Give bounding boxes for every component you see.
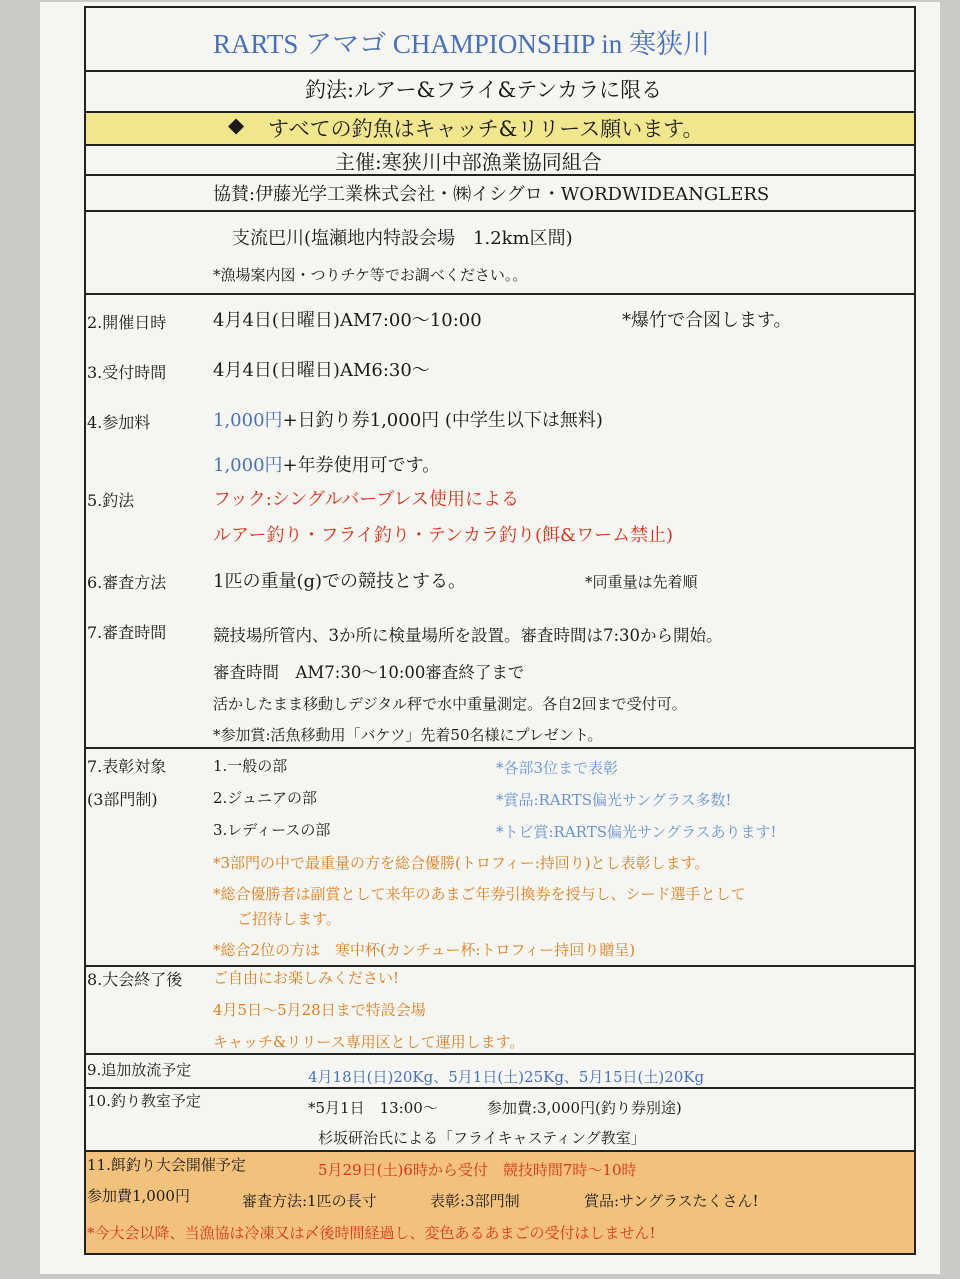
sponsors: 協賛:伊藤光学工業株式会社・㈱イシグロ・WORDWIDEANGLERS — [213, 184, 770, 205]
method-label: 5.釣法 — [87, 491, 135, 510]
fee-amount-2: 1,000円 — [213, 455, 283, 476]
reception-label: 3.受付時間 — [87, 363, 167, 382]
overall-note-1: *3部門の中で最重量の方を総合優勝(トロフィー:持回り)とし表彰します。 — [213, 854, 710, 872]
judging-method-note: *同重量は先着順 — [585, 573, 698, 591]
bait-event-warning: *今大会以降、当漁協は冷凍又は〆後時間経過し、変色あるあまごの受付はしません! — [87, 1224, 656, 1242]
rule — [84, 293, 916, 295]
judging-time-line-4: *参加賞:活魚移動用「バケツ」先着50名様にプレゼント。 — [213, 726, 603, 744]
school-date: *5月1日 13:00〜 — [308, 1099, 438, 1117]
rule — [84, 747, 916, 749]
judging-time-line-3: 活かしたまま移動しデジタル秤で水中重量測定。各自2回まで受付可。 — [213, 695, 687, 713]
after-event-label: 8.大会終了後 — [87, 970, 183, 989]
overall-note-2b: ご招待します。 — [237, 910, 341, 928]
bait-event-awards: 表彰:3部門制 — [430, 1192, 520, 1210]
division-ladies: 3.レディースの部 — [213, 821, 331, 839]
prize-note-2: *賞品:RARTS偏光サングラス多数! — [496, 791, 732, 809]
date-note: *爆竹で合図します。 — [622, 310, 792, 331]
judging-time-label: 7.審査時間 — [87, 623, 167, 642]
catch-release-notice: すべての釣魚はキャッチ&リリース願います。 — [268, 117, 704, 141]
division-general: 1.一般の部 — [213, 757, 288, 775]
fee-rest-1: +日釣り券1,000円 (中学生以下は無料) — [282, 410, 603, 431]
rule — [84, 1087, 916, 1089]
venue-name: 支流巴川(塩瀬地内特設会場 1.2km区間) — [232, 228, 573, 249]
overall-note-3: *総合2位の方は 寒中杯(カンチュー杯:トロフィー持回り贈呈) — [213, 941, 636, 959]
after-event-line-2: 4月5日〜5月28日まで特設会場 — [213, 1001, 426, 1019]
bait-event-judging: 審査方法:1匹の長寸 — [242, 1192, 377, 1210]
diamond-bullet: ◆ — [228, 113, 245, 137]
awards-sublabel: (3部門制) — [87, 790, 158, 809]
judging-time-line-1: 競技場所管内、3か所に検量場所を設置。審査時間は7:30から開始。 — [213, 626, 723, 645]
rule — [84, 70, 916, 72]
stocking-value: 4月18日(日)20Kg、5月1日(土)25Kg、5月15日(土)20Kg — [308, 1068, 705, 1086]
method-header: 釣法:ルアー&フライ&テンカラに限る — [305, 78, 663, 102]
rule — [84, 1150, 916, 1152]
date-value: 4月4日(日曜日)AM7:00〜10:00 — [213, 310, 482, 331]
venue-note: *漁場案内図・つりチケ等でお調べください。。 — [213, 266, 528, 284]
fee-line-1 — [213, 406, 603, 432]
judging-method-label: 6.審査方法 — [87, 573, 167, 592]
school-fee: 参加費:3,000円(釣り券別途) — [487, 1099, 682, 1117]
organizer: 主催:寒狭川中部漁業協同組合 — [335, 150, 602, 174]
bait-event-fee: 参加費1,000円 — [87, 1187, 190, 1205]
prize-note-1: *各部3位まで表彰 — [496, 759, 619, 777]
fee-label: 4.参加料 — [87, 413, 151, 432]
stocking-label: 9.追加放流予定 — [87, 1061, 192, 1079]
school-instructor: 杉坂研治氏による「フライキャスティング教室」 — [318, 1129, 646, 1147]
reception-value: 4月4日(日曜日)AM6:30〜 — [213, 360, 430, 381]
date-label: 2.開催日時 — [87, 313, 167, 332]
bait-event-schedule: 5月29日(土)6時から受付 競技時間7時〜10時 — [318, 1161, 637, 1179]
page-title: RARTS アマゴ CHAMPIONSHIP in 寒狭川 — [213, 29, 710, 59]
after-event-line-1: ご自由にお楽しみください! — [213, 969, 400, 987]
prize-note-3: *トビ賞:RARTS偏光サングラスあります! — [496, 823, 777, 841]
judging-method-value: 1匹の重量(g)での競技とする。 — [213, 571, 467, 592]
overall-note-2: *総合優勝者は副賞として来年のあまご年券引換券を授与し、シード選手として — [213, 885, 746, 903]
division-junior: 2.ジュニアの部 — [213, 789, 318, 807]
fee-amount-1: 1,000円 — [213, 410, 283, 431]
rule — [84, 210, 916, 212]
fee-rest-2: +年券使用可です。 — [282, 455, 441, 476]
fee-line-2 — [213, 451, 440, 477]
school-label: 10.釣り教室予定 — [87, 1092, 201, 1110]
awards-label: 7.表彰対象 — [87, 757, 167, 776]
method-line-1: フック:シングルバーブレス使用による — [213, 489, 520, 510]
bait-event-prize: 賞品:サングラスたくさん! — [584, 1192, 759, 1210]
after-event-line-3: キャッチ&リリース専用区として運用します。 — [213, 1033, 525, 1051]
bait-event-label: 11.餌釣り大会開催予定 — [87, 1156, 246, 1174]
rule — [84, 965, 916, 967]
method-line-2: ルアー釣り・フライ釣り・テンカラ釣り(餌&ワーム禁止) — [213, 525, 674, 546]
judging-time-line-2: 審査時間 AM7:30〜10:00審査終了まで — [213, 663, 525, 682]
rule — [84, 1053, 916, 1055]
